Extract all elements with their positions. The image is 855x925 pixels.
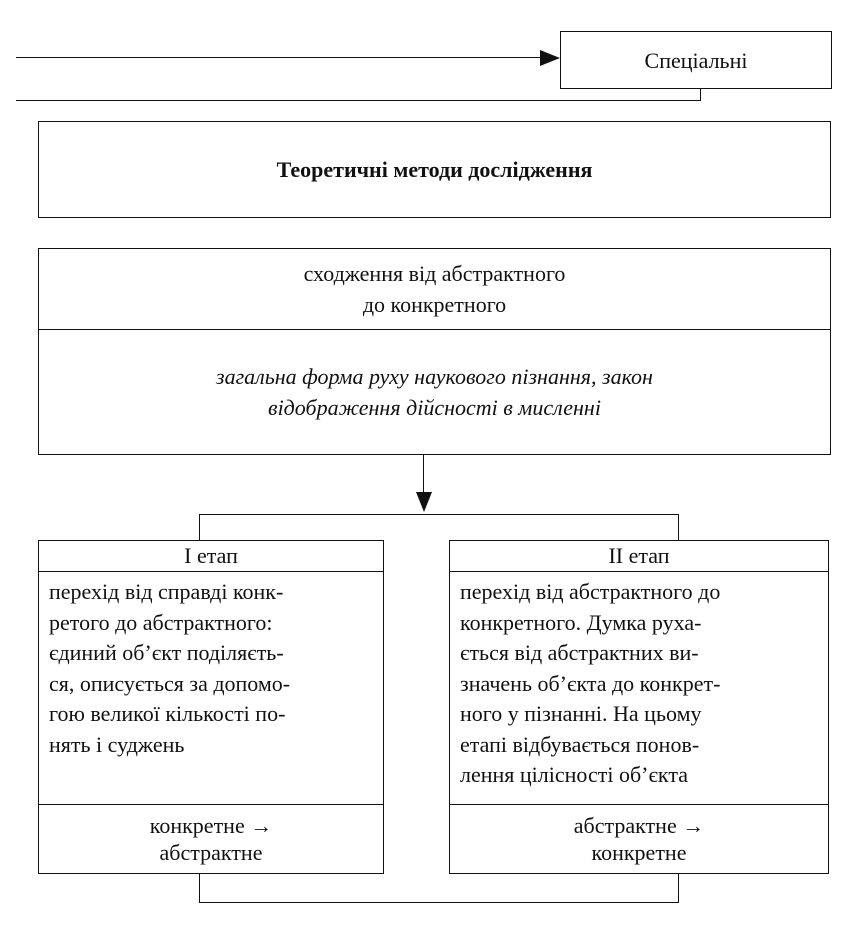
down-arrow-line	[423, 455, 424, 495]
theoretical-methods-label: Теоретичні методи дослідження	[276, 157, 593, 182]
ascent-desc-line2: відображення дійсності в мисленні	[268, 394, 601, 420]
ascent-description	[39, 329, 830, 454]
stage2-foot-line1: абстрактне →	[573, 813, 705, 838]
connector-line-horizontal	[16, 100, 701, 101]
stage1-footer	[39, 804, 383, 873]
stage2-line: конкретного. Думка руха-	[460, 609, 702, 635]
stage1-box	[38, 540, 384, 874]
stage1-line: нять і суджень	[49, 731, 185, 757]
special-methods-box	[560, 31, 832, 89]
stage1-line: перехід від справді конк-	[49, 579, 284, 604]
special-methods-label: Спеціальні	[644, 47, 748, 73]
stage1-foot-line1: конкретне →	[149, 813, 273, 838]
stage1-title: І етап	[39, 541, 383, 572]
connector-line-vertical	[700, 88, 701, 101]
bottom-connector-line	[199, 902, 679, 903]
stage1-line: гою великої кількості по-	[49, 701, 286, 726]
stage2-line: лення цілісності об’єкта	[460, 762, 688, 787]
stage1-line: єдиний об’єкт поділяєть-	[49, 640, 284, 665]
stage2-box	[449, 540, 829, 874]
theoretical-methods-box	[38, 121, 831, 218]
stage1-line: ся, описується за допомо-	[49, 670, 291, 696]
stage1-line: ретого до абстрактного:	[49, 609, 273, 635]
branch-right-drop	[678, 514, 679, 541]
top-arrowhead	[540, 50, 560, 66]
bottom-left-riser	[199, 873, 200, 903]
stage2-line: ється від абстрактних ви-	[460, 640, 699, 665]
branch-left-drop	[199, 514, 200, 541]
ascent-title-line1: сходження від абстрактного	[303, 261, 566, 286]
stage1-foot-line2: абстрактне	[159, 840, 263, 865]
stage2-title: ІІ етап	[450, 541, 828, 572]
down-arrowhead	[416, 492, 432, 512]
ascent-method-box	[38, 248, 831, 455]
stage1-description	[39, 571, 383, 760]
bottom-right-riser	[678, 873, 679, 903]
top-arrow-line	[16, 57, 546, 58]
stage2-foot-line2: конкретне	[591, 840, 687, 865]
stage2-line: етапі відбувається понов-	[460, 731, 700, 757]
stage2-footer	[450, 804, 828, 873]
ascent-title	[39, 249, 830, 330]
stage2-line: ного у пізнанні. На цьому	[460, 701, 702, 726]
stage2-line: перехід від абстрактного до	[460, 579, 721, 604]
stage2-description	[450, 571, 828, 791]
ascent-title-line2: до конкретного	[362, 292, 507, 317]
branch-line	[199, 514, 679, 515]
stage2-line: значень об’єкта до конкрет-	[460, 670, 721, 696]
ascent-desc-line1: загальна форма руху наукового пізнання, закон	[216, 363, 653, 389]
